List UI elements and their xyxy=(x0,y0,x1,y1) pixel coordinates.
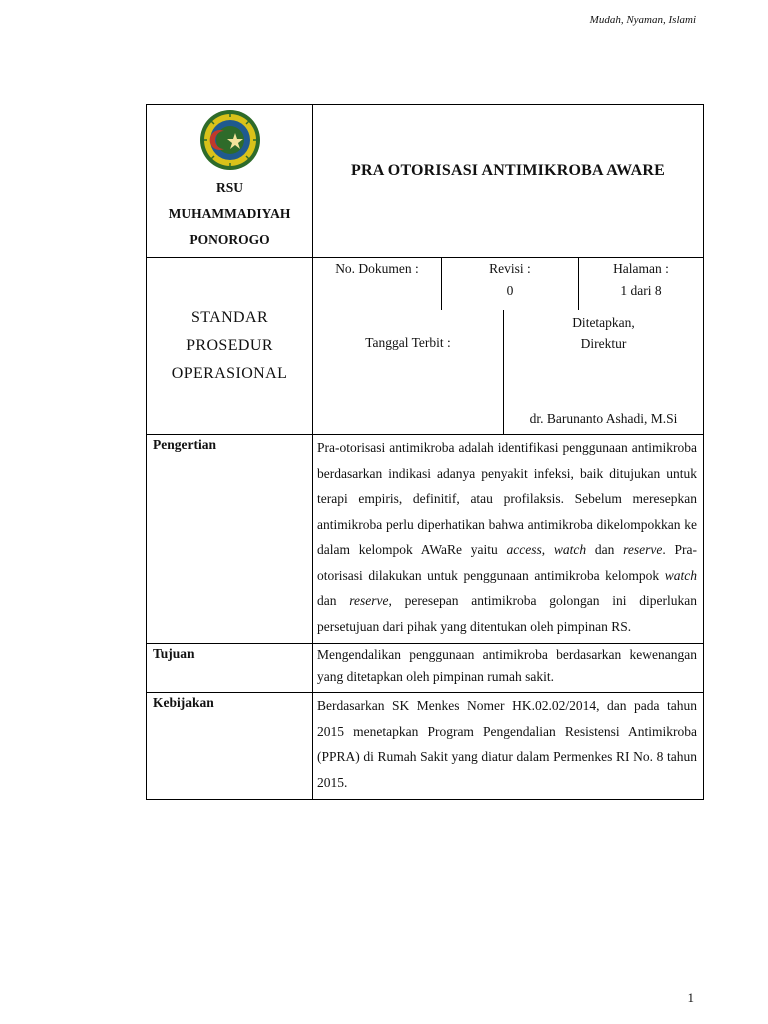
sop-table xyxy=(146,104,704,800)
document-title: PRA OTORISASI ANTIMIKROBA AWARE xyxy=(313,105,704,258)
pengertian-sep: , xyxy=(541,542,554,557)
revisi-cell xyxy=(442,258,579,310)
org-name xyxy=(147,175,312,257)
pengertian-text-b: . Pra-otorisasi dilakukan untuk penggunaan antimikroba kelompok xyxy=(317,542,698,583)
org-cell xyxy=(147,105,313,258)
no-dokumen-label: No. Dokumen : xyxy=(335,261,419,276)
pengertian-text-c: , peresepan antimikroba golongan ini diperlukan persetujuan dari pihak yang ditentukan oleh pimpinan RS. xyxy=(317,593,697,634)
kebijakan-text: Berdasarkan SK Menkes Nomer HK.02.02/2014, dan pada tahun 2015 menetapkan Program Pengendalian Resistensi Antimikroba (PPRA) di Rumah Sakit yang diatur dalam Permenkes RI No. 8 tahun 2015. xyxy=(313,693,704,800)
kebijakan-label: Kebijakan xyxy=(147,693,313,800)
org-name-line-1: RSU xyxy=(215,180,243,195)
pengertian-em-watch-2: watch xyxy=(664,567,697,583)
revisi-label: Revisi : xyxy=(489,261,531,276)
pengertian-dan-1: dan xyxy=(586,542,624,557)
org-name-line-3: PONOROGO xyxy=(189,232,270,247)
tanggal-terbit-label: Tanggal Terbit : xyxy=(365,335,451,350)
halaman-value: 1 dari 8 xyxy=(620,283,662,298)
pengertian-text-a: Pra-otorisasi antimikroba adalah identifikasi penggunaan antimikroba berdasarkan indikasi adanya penyakit infeksi, baik ditujukan untuk terapi empiris, definitif, atau profilaksis. Sebelum meresepkan antimikroba perlu diperhatikan bahwa antimikroba dikelompokkan ke dalam kelompok AWaRe yaitu xyxy=(317,440,697,557)
halaman-label: Halaman : xyxy=(613,261,669,276)
signer-name: dr. Barunanto Ashadi, M.Si xyxy=(529,411,678,426)
sop-line-3: OPERASIONAL xyxy=(171,365,288,382)
tanggal-terbit-cell xyxy=(313,310,504,434)
tujuan-text: Mengendalikan penggunaan antimikroba berdasarkan kewenangan yang ditetapkan oleh pimpinan rumah sakit. xyxy=(313,644,704,693)
pengertian-em-reserve: reserve xyxy=(623,542,663,557)
tujuan-label: Tujuan xyxy=(147,644,313,693)
header-tagline: Mudah, Nyaman, Islami xyxy=(589,14,696,26)
approval-table xyxy=(313,310,703,434)
direktur-label: Direktur xyxy=(580,336,627,351)
pengertian-em-reserve-2: reserve xyxy=(349,593,389,608)
pengertian-label: Pengertian xyxy=(147,435,313,644)
pengertian-dan-2: dan xyxy=(317,593,350,608)
no-dokumen-cell xyxy=(313,258,442,310)
approval-cell xyxy=(504,310,704,434)
pengertian-em-watch: watch xyxy=(553,542,587,557)
revisi-value: 0 xyxy=(506,283,514,298)
sop-label-cell xyxy=(147,258,313,435)
document-meta-cell xyxy=(313,258,704,435)
page-number: 1 xyxy=(687,990,694,1005)
rsu-muhammadiyah-logo-icon xyxy=(147,105,312,171)
pengertian-em-access: access xyxy=(506,542,542,557)
document-meta-table xyxy=(313,258,703,310)
sop-line-2: PROSEDUR xyxy=(186,337,273,354)
org-name-line-2: MUHAMMADIYAH xyxy=(168,206,291,221)
pengertian-text xyxy=(313,435,704,644)
halaman-cell xyxy=(579,258,704,310)
ditetapkan-label: Ditetapkan, xyxy=(572,315,635,330)
sop-line-1: STANDAR xyxy=(190,309,269,326)
